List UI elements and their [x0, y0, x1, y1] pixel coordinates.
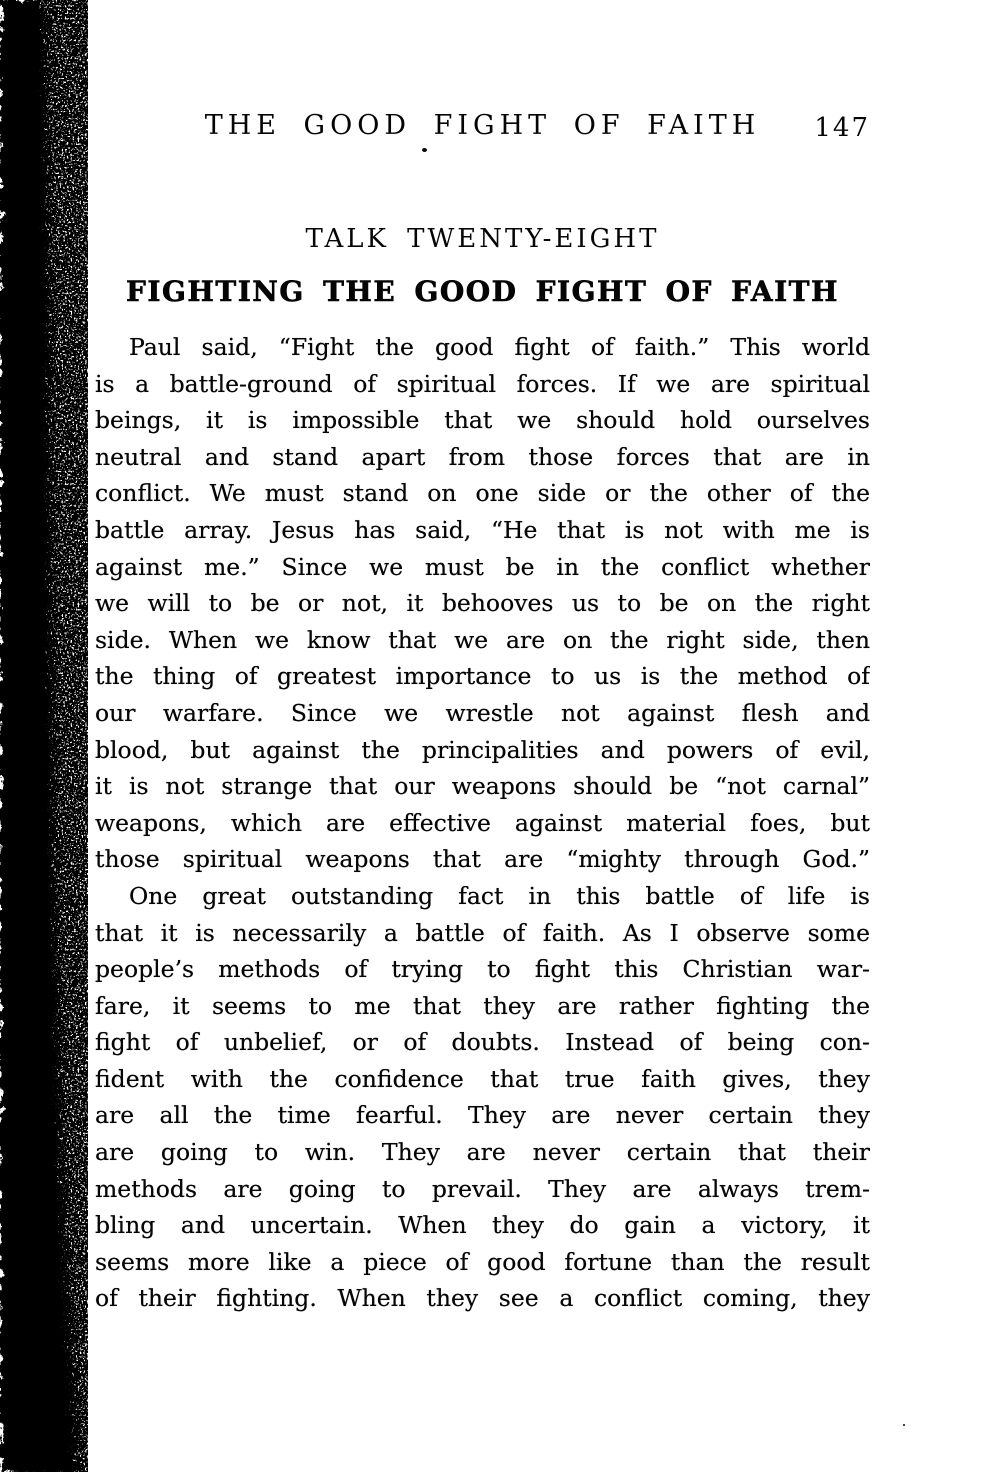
page-number: 147 — [814, 113, 870, 143]
text-line: fare, it seems to me that they are rather fighting the — [95, 991, 870, 1020]
text-line: is a battle-ground of spiritual forces. If we are spiritual — [95, 369, 870, 398]
text-line: of their fighting. When they see a conflict coming, they — [95, 1284, 870, 1313]
text-line: bling and uncertain. When they do gain a victory, it — [95, 1211, 870, 1240]
text-line: those spiritual weapons that are “mighty through God.” — [95, 845, 870, 874]
text-line: our warfare. Since we wrestle not against flesh and — [95, 698, 870, 727]
ink-speck — [422, 148, 427, 152]
scan-gutter-shadow — [0, 0, 95, 1472]
text-line: fident with the confidence that true faith gives, they — [95, 1064, 870, 1093]
text-line: that it is necessarily a battle of faith. As I observe some — [95, 918, 870, 947]
chapter-title: FIGHTING THE GOOD FIGHT OF FAITH — [126, 275, 839, 308]
text-line: weapons, which are effective against material foes, but — [95, 808, 870, 837]
running-header: THE GOOD FIGHT OF FAITH — [204, 110, 761, 141]
text-line: seems more like a piece of good fortune than the result — [95, 1247, 870, 1276]
text-line: methods are going to prevail. They are always trem- — [95, 1174, 870, 1203]
text-line: it is not strange that our weapons should be “not carnal” — [95, 772, 870, 801]
text-line: side. When we know that we are on the right side, then — [95, 625, 870, 654]
text-line: blood, but against the principalities and powers of evil, — [95, 735, 870, 764]
body-text — [95, 329, 870, 1317]
text-line: against me.” Since we must be in the conflict whether — [95, 552, 870, 581]
talk-heading: TALK TWENTY-EIGHT — [305, 224, 660, 254]
text-line: are going to win. They are never certain that their — [95, 1138, 870, 1167]
text-line: fight of unbelief, or of doubts. Instead of being con- — [95, 1028, 870, 1057]
text-line: conflict. We must stand on one side or the other of the — [95, 479, 870, 508]
text-line: One great outstanding fact in this battle of life is — [129, 881, 870, 910]
paragraph — [95, 878, 870, 1317]
ink-speck — [903, 1424, 905, 1426]
text-line: beings, it is impossible that we should hold ourselves — [95, 406, 870, 435]
paragraph — [95, 329, 870, 878]
text-line: the thing of greatest importance to us is the method of — [95, 662, 870, 691]
text-line: battle array. Jesus has said, “He that is not with me is — [95, 515, 870, 544]
text-line: we will to be or not, it behooves us to be on the right — [95, 589, 870, 618]
text-line: people’s methods of trying to fight this Christian war- — [95, 955, 870, 984]
text-line: Paul said, “Fight the good fight of faith.” This world — [129, 333, 870, 361]
text-line: are all the time fearful. They are never certain they — [95, 1101, 870, 1130]
text-line: neutral and stand apart from those forces that are in — [95, 442, 870, 471]
